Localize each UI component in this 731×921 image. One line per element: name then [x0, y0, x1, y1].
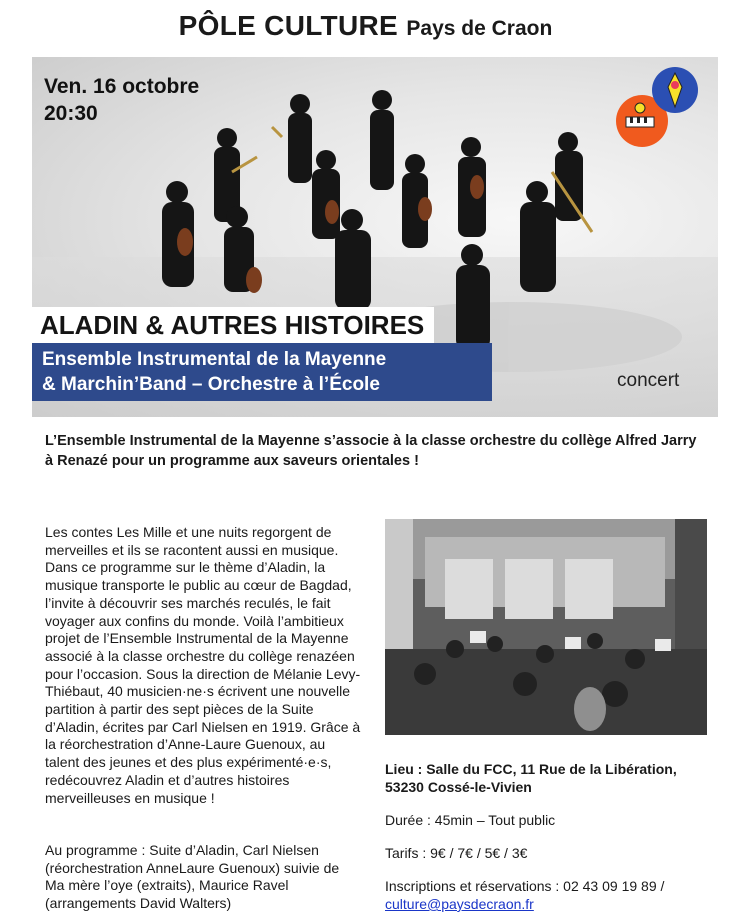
prices-info: Tarifs : 9€ / 7€ / 5€ / 3€: [385, 845, 528, 861]
marchin-band-logo-icon: [652, 67, 698, 113]
event-date: Ven. 16 octobre: [44, 75, 200, 98]
description-paragraph: Les contes Les Mille et une nuits regorgent de merveilles et ils se racontent aussi en musique. Dans ce programme sur le thème d’Aladin, la musique transporte le public au cœur de Bagdad, l’invite à découvrir ses marchés reculés, le fait voyager aux confins du monde. Voilà l’ambitieux projet de l’Ensemble Instrumental de la Mayenne associé à la classe orchestre du collège renazéen pour l’occasion. Sous la direction de Mélanie Levy-Thiébaut, 40 musicien·ne·s écrivent une nouvelle partition à partir des sept pièces de la Suite d’Aladin, écrites par Carl Nielsen en 1919. Grâce à la réorchestration d’Anne-Laure Guenoux, au talent des jeunes et des plus expérimenté·e·s, redécouvrez Aladin et d’autres histoires merveilleuses en musique !: [45, 524, 361, 806]
venue-line-2: 53230 Cossé-le-Vivien: [385, 779, 532, 795]
page-header-title: [0, 10, 731, 42]
venue-info: [385, 760, 715, 796]
rehearsal-photo: [385, 519, 707, 735]
email-info: [385, 895, 534, 913]
event-time: 20:30: [44, 102, 98, 125]
duration-info: Durée : 45min – Tout public: [385, 812, 556, 828]
intro-paragraph: L’Ensemble Instrumental de la Mayenne s’associe à la classe orchestre du collège Alfred Jarry à Renazé pour un programme aux saveurs orientales !: [45, 433, 697, 469]
email-link[interactable]: culture@paysdecraon.fr: [385, 896, 534, 912]
show-subtitle-line-2: & Marchin’Band – Orchestre à l’École: [42, 374, 380, 395]
show-subtitle-line-1: Ensemble Instrumental de la Mayenne: [42, 349, 387, 370]
header-title-main: PÔLE CULTURE: [178, 10, 398, 41]
programme-paragraph: Au programme : Suite d’Aladin, Carl Nielsen (réorchestration AnneLaure Guenoux) suivie de Ma mère l’oye (extraits), Maurice Ravel (arrangements David Walters): [45, 842, 340, 912]
show-title: ALADIN & AUTRES HISTOIRES: [32, 307, 434, 343]
event-banner: [32, 57, 718, 417]
show-subtitle: [32, 343, 492, 401]
booking-info: Inscriptions et réservations : 02 43 09 19 89 /: [385, 878, 665, 894]
venue-line-1: Lieu : Salle du FCC, 11 Rue de la Libération,: [385, 761, 677, 777]
header-title-sub: Pays de Craon: [406, 17, 553, 40]
event-category: concert: [617, 370, 680, 391]
